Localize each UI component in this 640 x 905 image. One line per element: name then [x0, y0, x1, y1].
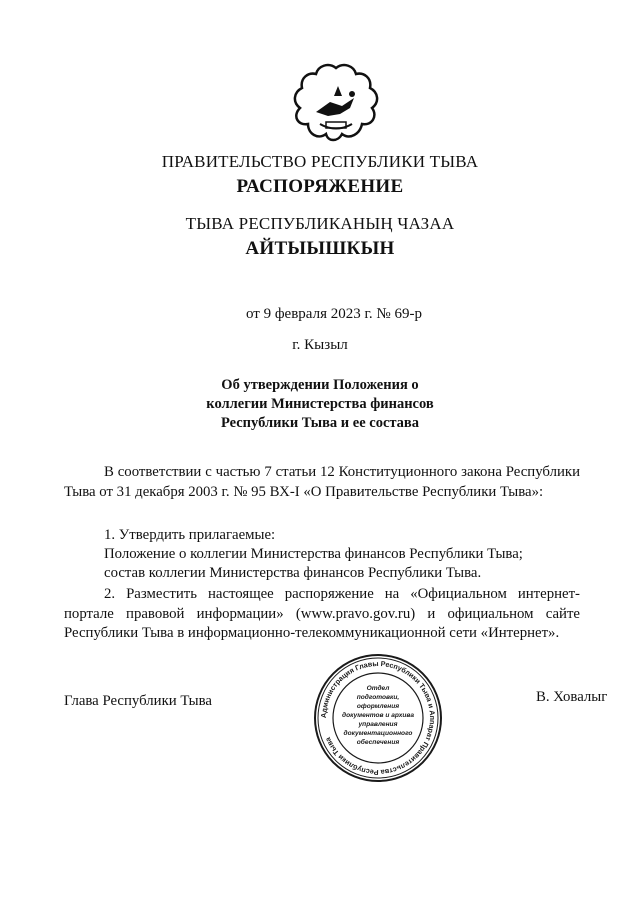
tuva-emblem-icon [292, 62, 380, 146]
stamp-center-line: подготовки, [356, 694, 400, 701]
official-stamp [312, 652, 444, 784]
title-line: Об утверждении Положения о [221, 377, 419, 393]
stamp-center-line: управления [358, 721, 398, 728]
stamp-center-line: документов и архива [342, 712, 414, 719]
city: г. Кызыл [292, 337, 348, 353]
item-1-a: Положение о коллегии Министерства финансов Республики Тыва; [104, 546, 523, 562]
item-2: 2. Разместить настоящее распоряжение на «Официальном интернет-портале правовой информации» (www.pravo.gov.ru) и официальном сайте Республики Тыва в информационно-телекоммуникационной сети «Интернет». [64, 586, 580, 641]
signer-position: Глава Республики Тыва [64, 693, 212, 709]
item-1-b: состав коллегии Министерства финансов Республики Тыва. [104, 565, 482, 581]
title-line: Республики Тыва и ее состава [220, 415, 420, 431]
org-name-tyv: ТЫВА РЕСПУБЛИКАНЫҢ ЧАЗАА [185, 214, 455, 233]
stamp-center-line: обеспечения [356, 739, 400, 746]
preamble: В соответствии с частью 7 статьи 12 Конституционного закона Республики Тыва от 31 декабря 2003 г. № 95 ВХ-I «О Правительстве Республики Тыва»: [64, 464, 580, 500]
stamp-ring-text: Администрация Главы Республики Тыва и Аппарат Правительства Республики Тыва [318, 658, 438, 778]
item-1: 1. Утвердить прилагаемые: [104, 527, 276, 543]
org-name-ru: ПРАВИТЕЛЬСТВО РЕСПУБЛИКИ ТЫВА [161, 152, 479, 171]
doc-type-ru: РАСПОРЯЖЕНИЕ [236, 176, 404, 197]
title-line: коллегии Министерства финансов [206, 396, 434, 412]
stamp-center-line: оформления [356, 703, 400, 710]
doc-type-tyv: АЙТЫЫШКЫН [245, 238, 395, 259]
date-number: от 9 февраля 2023 г. № 69-р [245, 306, 422, 322]
stamp-center-line: документационного [343, 730, 413, 737]
stamp-center-line: Отдел [366, 685, 390, 692]
document-title [0, 376, 640, 433]
signer-name: В. Ховалыг [536, 689, 608, 705]
